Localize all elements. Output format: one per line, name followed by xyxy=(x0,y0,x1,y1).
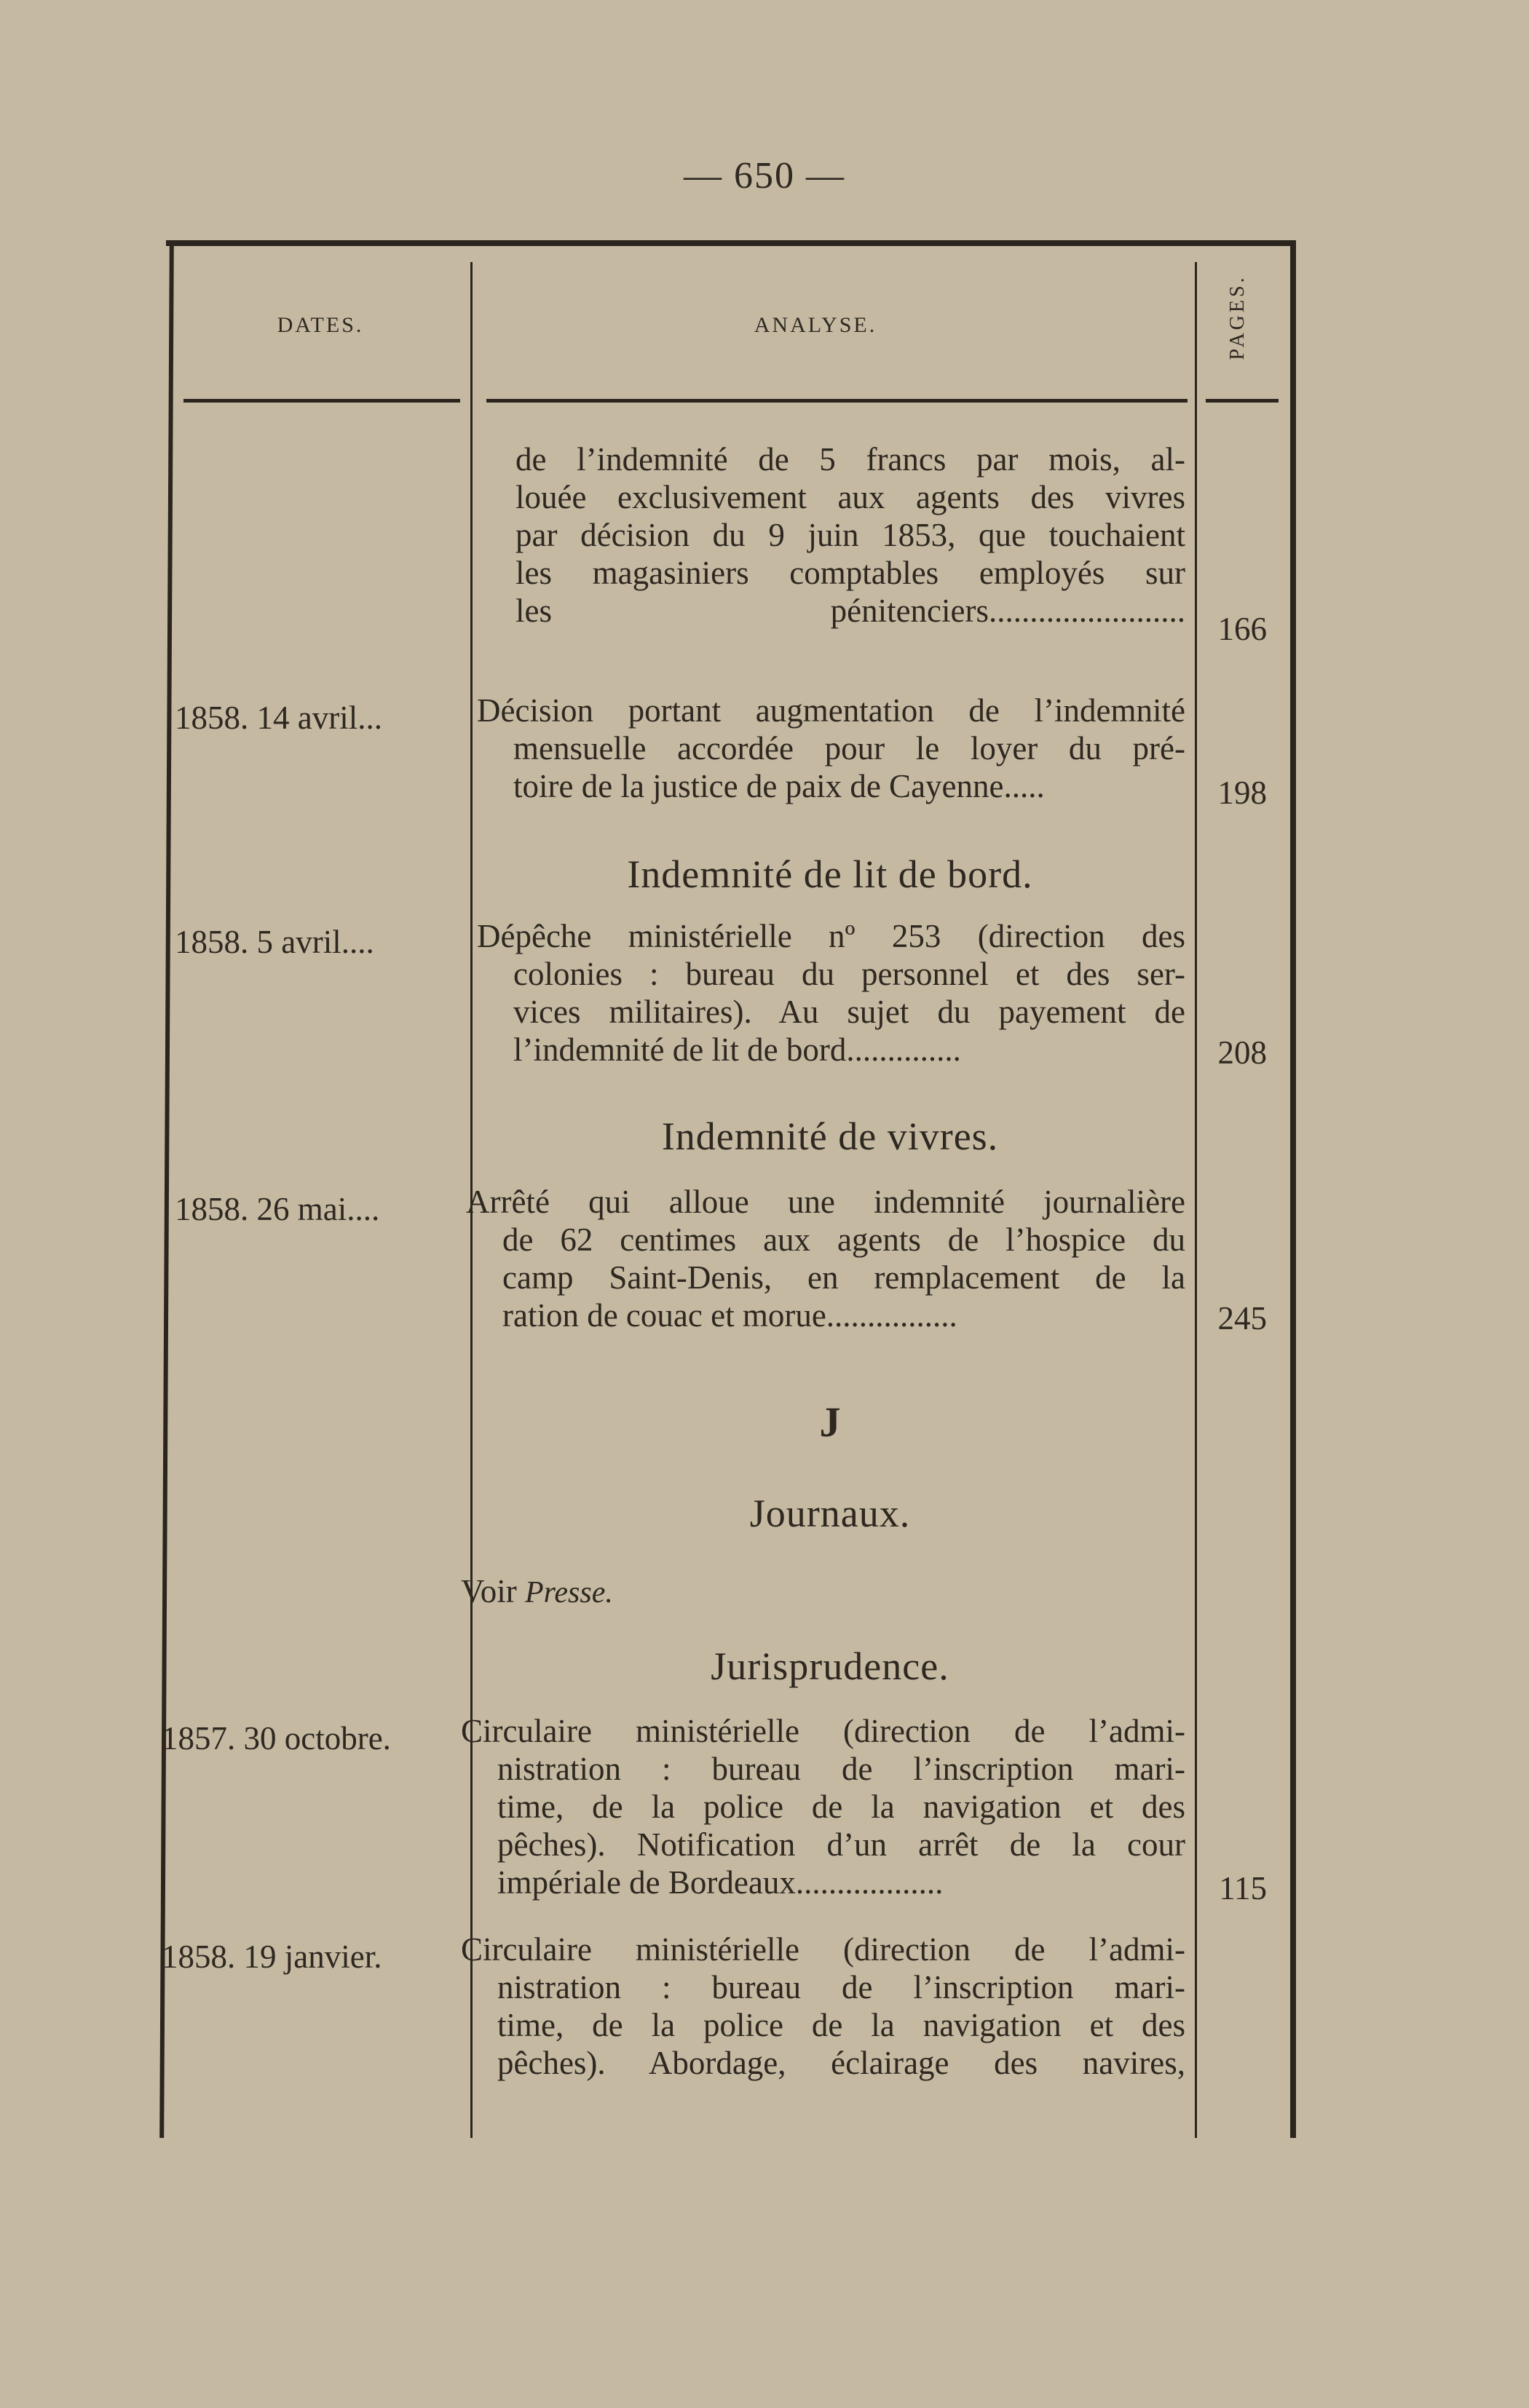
text-line: impériale de Bordeaux.................. xyxy=(497,1864,944,1901)
page-ref: 115 xyxy=(1219,1870,1267,1906)
text-line: Circulaire ministérielle (direction de l’admi- xyxy=(461,1931,1185,1968)
text-line: time, de la police de la navigation et des xyxy=(497,2007,1185,2043)
text-line: vices militaires). Au sujet du payement de xyxy=(513,994,1185,1030)
entry-date: 1857. 30 octobre. xyxy=(162,1720,391,1757)
page-number: — 650 — xyxy=(684,155,845,197)
text-line: de l’indemnité de 5 francs par mois, al- xyxy=(515,441,1185,478)
section-heading: Indemnité de vivres. xyxy=(661,1114,999,1158)
section-heading: Jurisprudence. xyxy=(711,1644,949,1688)
entry-text xyxy=(461,1930,1185,2082)
header-rule-dates xyxy=(183,399,460,403)
section-heading: Indemnité de lit de bord. xyxy=(627,852,1033,896)
entry-text xyxy=(477,917,1185,1069)
section-letter: J xyxy=(819,1398,841,1446)
text-line: time, de la police de la navigation et des xyxy=(497,1789,1185,1825)
header-analyse: ANALYSE. xyxy=(754,313,877,337)
header-pages: PAGES. xyxy=(1226,274,1249,360)
text-line: toire de la justice de paix de Cayenne..... xyxy=(513,768,1045,804)
text-line: nistration : bureau de l’inscription mari- xyxy=(497,1751,1185,1787)
entry-text xyxy=(477,692,1185,805)
text-line: pêches). Notification d’un arrêt de la cour xyxy=(497,1826,1185,1863)
section-heading: Journaux. xyxy=(749,1492,911,1535)
table-right-rule xyxy=(1290,240,1296,2138)
entry-text xyxy=(466,1183,1185,1334)
text-line: pêches). Abordage, éclairage des navires, xyxy=(497,2045,1185,2081)
text-line: Arrêté qui alloue une indemnité journalière xyxy=(466,1184,1185,1220)
table-left-rule xyxy=(159,240,174,2138)
header-rule-pages xyxy=(1206,399,1279,403)
entry-text xyxy=(515,440,1185,630)
entry-date: 1858. 14 avril... xyxy=(175,700,382,736)
text-line: par décision du 9 juin 1853, que touchaient xyxy=(515,517,1185,553)
header-rule-analyse xyxy=(486,399,1188,403)
entry-date: 1858. 19 janvier. xyxy=(162,1938,382,1975)
text-line: Dépêche ministérielle nº 253 (direction des xyxy=(477,918,1185,954)
page-ref: 198 xyxy=(1217,775,1267,811)
entry-date: 1858. 5 avril.... xyxy=(175,924,374,960)
cross-reference xyxy=(461,1572,613,1610)
text-line: Circulaire ministérielle (direction de l’admi- xyxy=(461,1713,1185,1749)
voir-label: Voir xyxy=(461,1573,517,1609)
text-line: nistration : bureau de l’inscription mari- xyxy=(497,1969,1185,2005)
page-ref: 166 xyxy=(1217,611,1267,647)
text-line: camp Saint-Denis, en remplacement de la xyxy=(502,1259,1185,1296)
text-line: mensuelle accordée pour le loyer du pré- xyxy=(513,730,1185,767)
entry-text xyxy=(461,1712,1185,1901)
voir-target: Presse. xyxy=(524,1576,613,1609)
column-divider-pages xyxy=(1195,262,1197,2138)
text-line: les pénitenciers........................ xyxy=(515,593,1185,629)
page-ref: 245 xyxy=(1217,1300,1267,1336)
text-line: l’indemnité de lit de bord.............. xyxy=(513,1031,961,1068)
text-line: de 62 centimes aux agents de l’hospice du xyxy=(502,1221,1185,1258)
text-line: les magasiniers comptables employés sur xyxy=(515,555,1185,591)
header-dates: DATES. xyxy=(277,313,364,337)
table-top-rule xyxy=(166,240,1296,246)
text-line: ration de couac et morue................ xyxy=(502,1297,957,1334)
text-line: colonies : bureau du personnel et des ser- xyxy=(513,956,1185,992)
text-line: Décision portant augmentation de l’indemnité xyxy=(477,692,1185,729)
page-ref: 208 xyxy=(1217,1034,1267,1071)
text-line: louée exclusivement aux agents des vivres xyxy=(515,479,1185,515)
entry-date: 1858. 26 mai.... xyxy=(175,1191,380,1227)
